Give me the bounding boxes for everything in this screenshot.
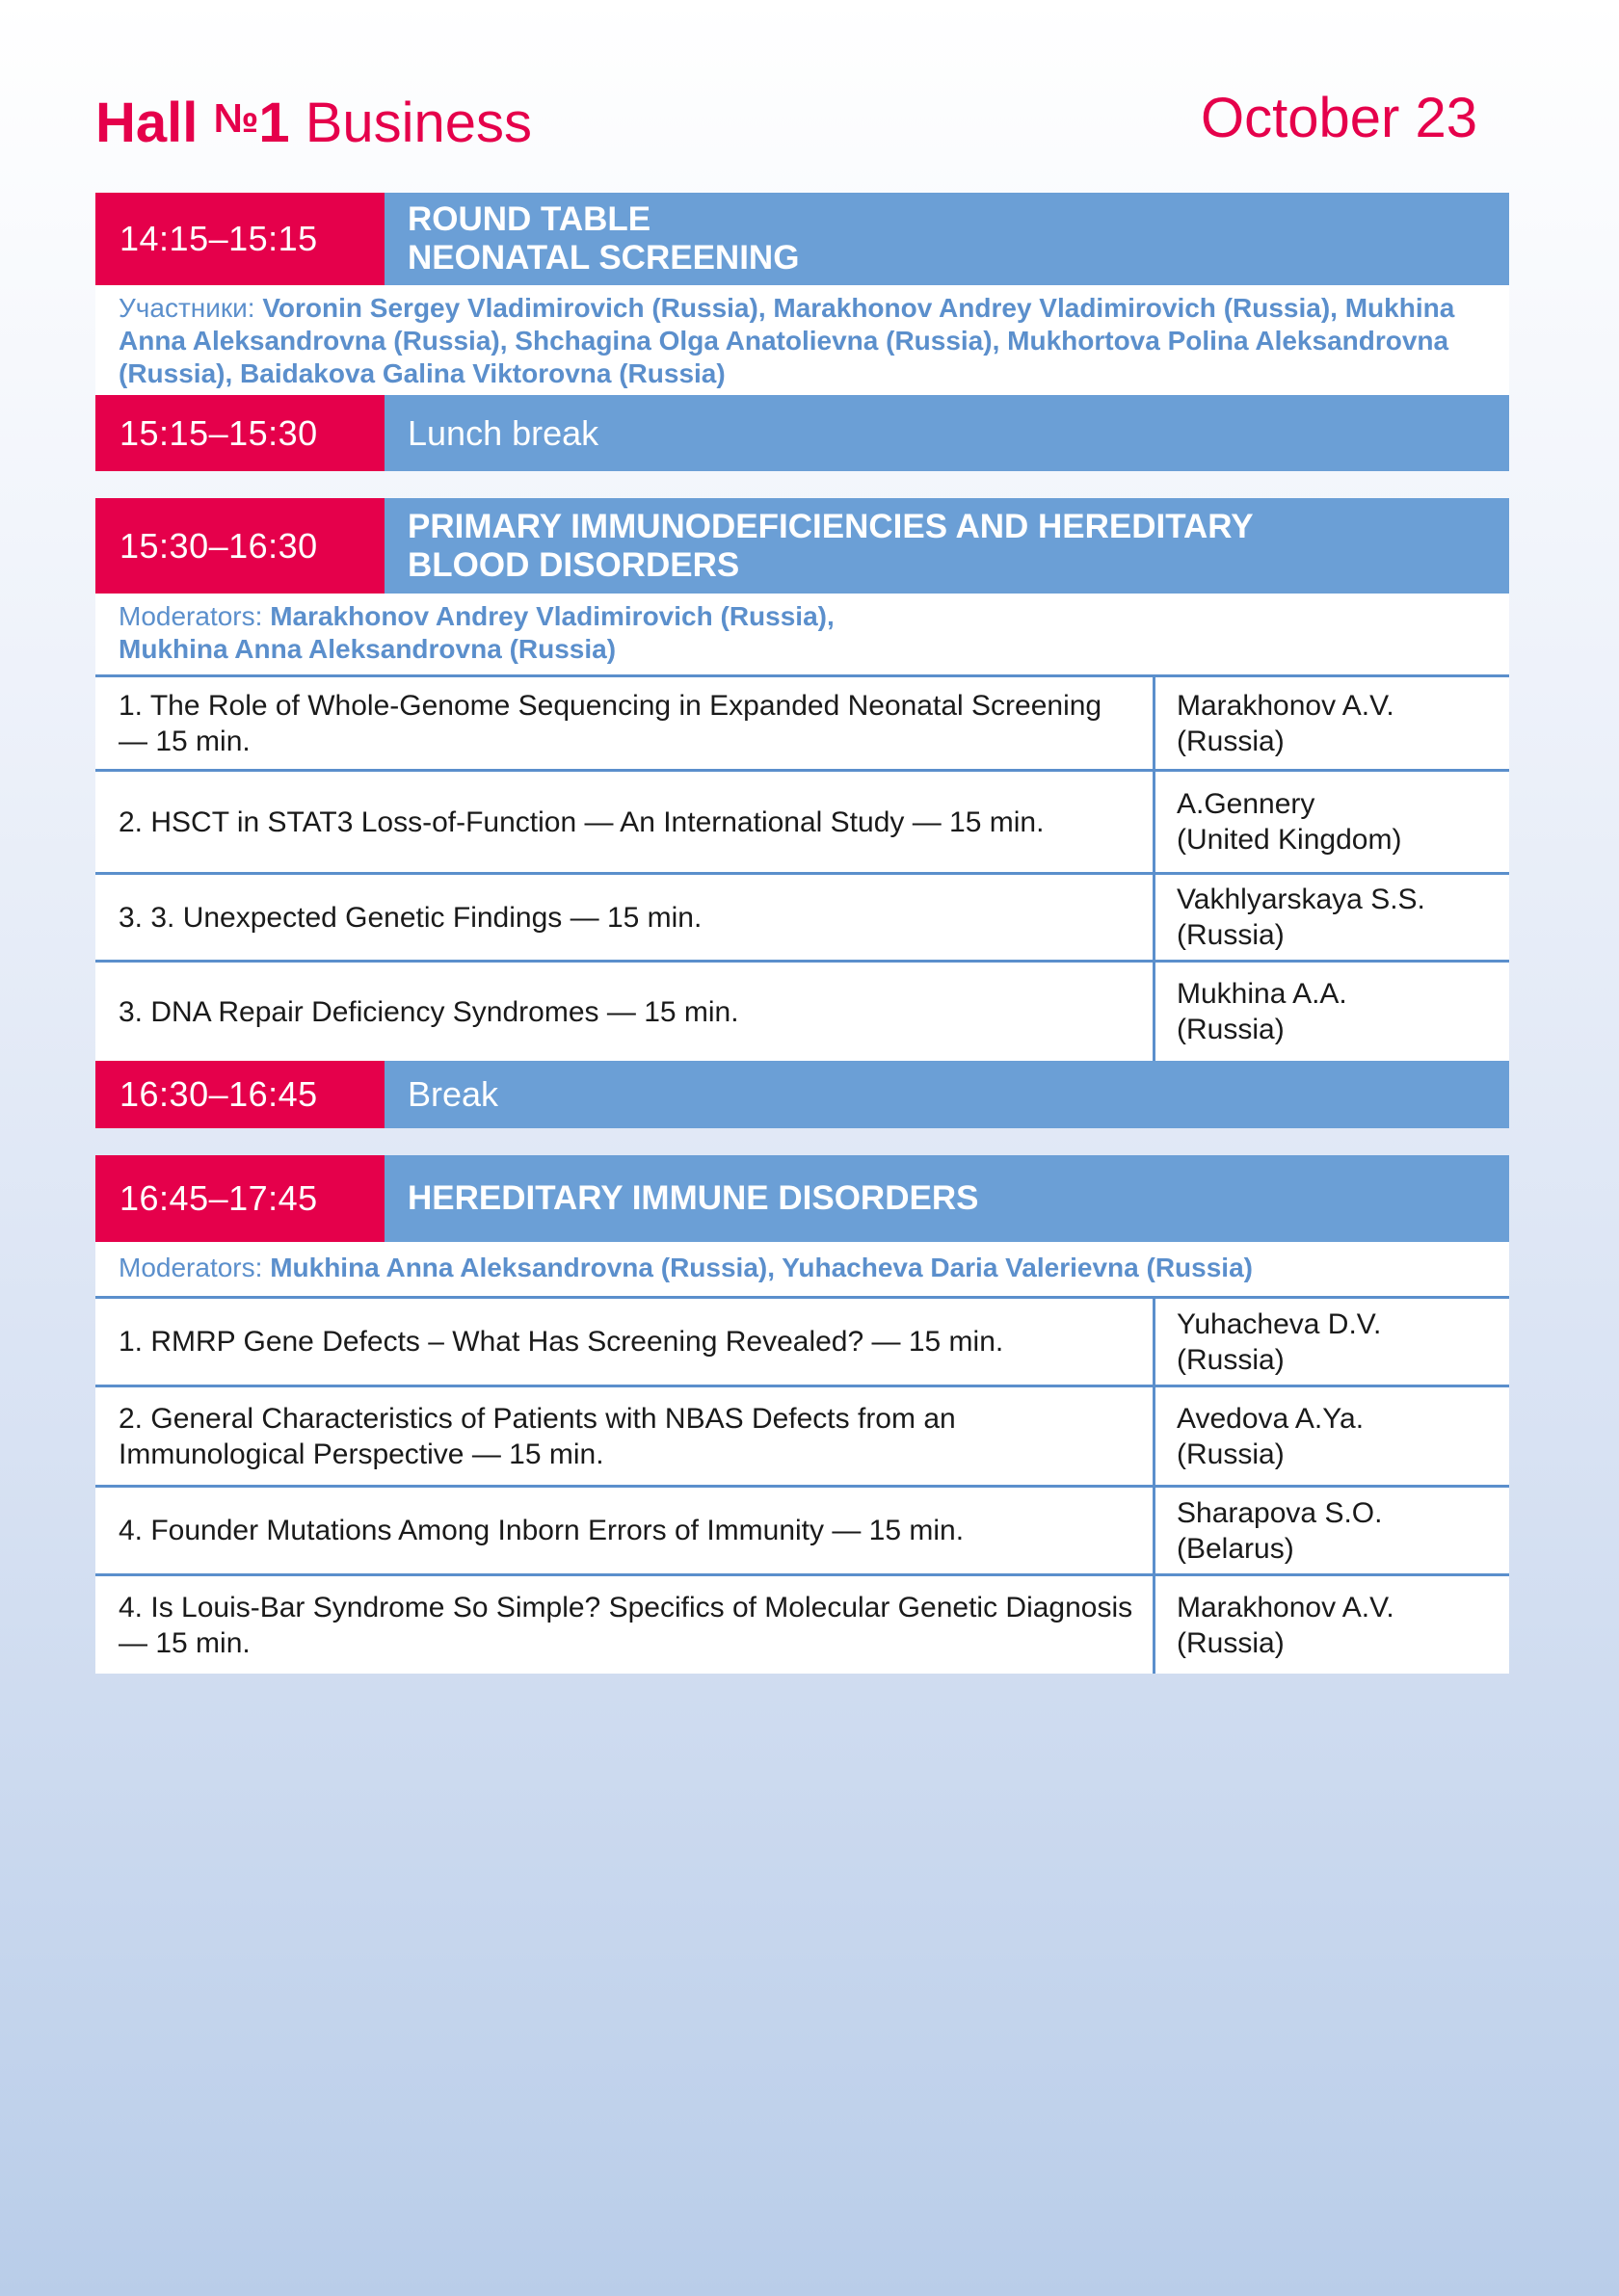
talk-title: 2. HSCT in STAT3 Loss-of-Function — An International Study — 15 min. — [95, 772, 1155, 872]
speaker-country: (United Kingdom) — [1177, 824, 1402, 856]
talk-row — [95, 769, 1509, 872]
program-schedule — [95, 193, 1509, 1674]
talk-title: 3. DNA Repair Deficiency Syndromes — 15 min. — [95, 963, 1155, 1061]
speaker-name: Sharapova S.O. — [1177, 1496, 1383, 1529]
speaker-country: (Russia) — [1177, 1014, 1285, 1045]
talk-title: 1. RMRP Gene Defects – What Has Screening Revealed? — 15 min. — [95, 1299, 1155, 1385]
session-title — [385, 193, 1509, 285]
participants-label: Участники: — [119, 293, 255, 323]
talk-speaker — [1155, 1576, 1509, 1674]
session-title — [385, 1155, 1509, 1242]
session-header — [95, 193, 1509, 285]
speaker-name: Marakhonov A.V. — [1177, 1591, 1394, 1623]
break-title: Break — [385, 1061, 1509, 1128]
talk-speaker — [1155, 1387, 1509, 1485]
talk-row — [95, 1485, 1509, 1573]
session-time: 14:15–15:15 — [95, 193, 385, 285]
speaker-country: (Russia) — [1177, 725, 1285, 757]
speaker-name: A.Gennery — [1177, 788, 1315, 820]
break-time: 16:30–16:45 — [95, 1061, 385, 1128]
talk-row — [95, 1573, 1509, 1674]
talk-title: 1. The Role of Whole-Genome Sequencing in Expanded Neonatal Screening — 15 min. — [95, 677, 1155, 769]
session-title-line: ROUND TABLE — [408, 200, 651, 238]
moderators-names: Marakhonov Andrey Vladimirovich (Russia), — [270, 601, 835, 631]
talk-speaker — [1155, 677, 1509, 769]
break-title: Lunch break — [385, 395, 1509, 471]
break-bar — [95, 395, 1509, 471]
speaker-country: (Russia) — [1177, 1438, 1285, 1470]
hall-number-sign: № — [213, 95, 259, 141]
page-header — [95, 85, 1477, 152]
break-time: 15:15–15:30 — [95, 395, 385, 471]
session-moderators — [95, 1242, 1509, 1296]
talk-row — [95, 1385, 1509, 1485]
session-title — [385, 498, 1509, 594]
talk-title: 2. General Characteristics of Patients with NBAS Defects from an Immunological Perspective — 15 min. — [95, 1387, 1155, 1485]
session-title-line: BLOOD DISORDERS — [408, 545, 740, 584]
hall-word: Hall — [95, 92, 199, 154]
talk-row — [95, 1296, 1509, 1385]
speaker-country: (Russia) — [1177, 919, 1285, 951]
talk-speaker — [1155, 963, 1509, 1061]
session-title-line: NEONATAL SCREENING — [408, 239, 800, 277]
talk-title: 4. Founder Mutations Among Inborn Errors of Immunity — 15 min. — [95, 1488, 1155, 1573]
speaker-name: Vakhlyarskaya S.S. — [1177, 884, 1425, 915]
speaker-country: (Belarus) — [1177, 1532, 1294, 1565]
speaker-name: Mukhina A.A. — [1177, 978, 1347, 1010]
talk-speaker — [1155, 1488, 1509, 1573]
talk-row — [95, 960, 1509, 1061]
session-title-line: PRIMARY IMMUNODEFICIENCIES AND HEREDITARY — [408, 507, 1254, 545]
event-date: October 23 — [1201, 87, 1477, 149]
session-moderators — [95, 594, 1509, 674]
session-title-line: HEREDITARY IMMUNE DISORDERS — [408, 1179, 979, 1217]
moderators-label: Moderators: — [119, 601, 263, 631]
participants-names: Voronin Sergey Vladimirovich (Russia), Marakhonov Andrey Vladimirovich (Russia), Mukhina Anna Aleksandrovna (Russia), Shchagina Olga Anatolievna (Russia), Mukhortova Polina Aleksandrovna (Russia), Baidakova Galina Viktorovna (Russia) — [119, 293, 1455, 388]
talk-title: 4. Is Louis-Bar Syndrome So Simple? Specifics of Molecular Genetic Diagnosis — 15 min. — [95, 1576, 1155, 1674]
session-time: 15:30–16:30 — [95, 498, 385, 594]
talk-title: 3. 3. Unexpected Genetic Findings — 15 min. — [95, 875, 1155, 960]
talk-speaker — [1155, 772, 1509, 872]
moderators-names: Mukhina Anna Aleksandrovna (Russia), Yuhacheva Daria Valerievna (Russia) — [270, 1253, 1253, 1282]
hall-title — [95, 85, 532, 157]
talk-speaker — [1155, 1299, 1509, 1385]
moderators-names: Mukhina Anna Aleksandrovna (Russia) — [119, 634, 617, 664]
talk-row — [95, 674, 1509, 769]
speaker-name: Marakhonov A.V. — [1177, 689, 1394, 722]
speaker-country: (Russia) — [1177, 1343, 1285, 1376]
talk-row — [95, 872, 1509, 960]
session-header — [95, 1155, 1509, 1242]
speaker-country: (Russia) — [1177, 1626, 1285, 1659]
session-time: 16:45–17:45 — [95, 1155, 385, 1242]
session-participants — [95, 285, 1509, 395]
hall-number: 1 — [258, 92, 290, 154]
session-header — [95, 498, 1509, 594]
speaker-name: Yuhacheva D.V. — [1177, 1307, 1382, 1340]
talk-speaker — [1155, 875, 1509, 960]
speaker-name: Avedova A.Ya. — [1177, 1402, 1365, 1435]
break-bar — [95, 1061, 1509, 1128]
moderators-label: Moderators: — [119, 1253, 263, 1282]
hall-name: Business — [305, 92, 533, 154]
